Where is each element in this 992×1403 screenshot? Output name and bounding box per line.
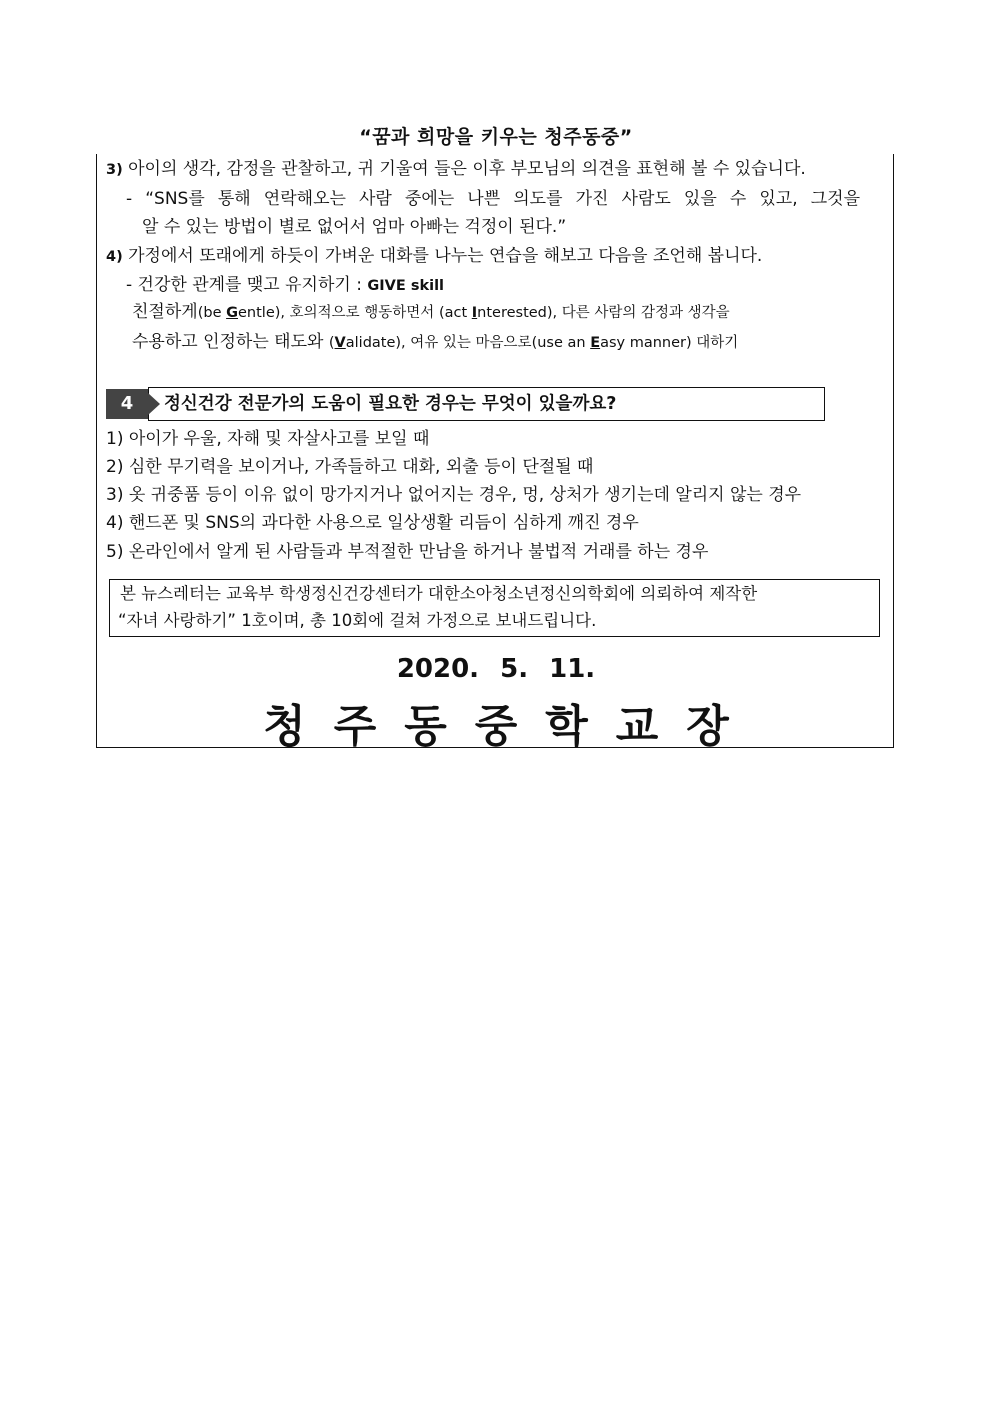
notice-line-1: 본 뉴스레터는 교육부 학생정신건강센터가 대한소아청소년정신의학회에 의뢰하여 제작한 xyxy=(120,584,758,603)
item-3-quote-line-2: 알 수 있는 방법이 별로 없어서 엄마 아빠는 걱정이 된다.” xyxy=(142,217,567,237)
help-list-item: 3) 옷 귀중품 등이 이유 없이 망가지거나 없어지는 경우, 멍, 상처가 생기는데 알리지 않는 경우 xyxy=(106,485,802,505)
give-line-2-a: 수용하고 인정하는 태도와 xyxy=(132,332,329,352)
give-line-1-d: (act xyxy=(438,305,472,321)
give-line-1-a: 친절하게 xyxy=(132,302,198,322)
section-4-header xyxy=(106,387,826,421)
principal-signature: 청주동중학교장 xyxy=(263,701,757,752)
help-list-item: 2) 심한 무기력을 보이거나, 가족들하고 대화, 외출 등이 단절될 때 xyxy=(106,457,594,477)
give-letter-g: G xyxy=(226,305,239,321)
give-line-1 xyxy=(132,301,730,324)
give-letter-i: I xyxy=(471,305,478,321)
item-3 xyxy=(106,158,882,181)
item-4-text: 가정에서 또래에게 하듯이 가벼운 대화를 나누는 연습을 해보고 다음을 조언해 봅니다. xyxy=(128,246,763,266)
section-4-number: 4 xyxy=(106,389,148,419)
item-4-number: 4) xyxy=(106,249,123,265)
newsletter-notice-box xyxy=(109,579,880,637)
give-line-2 xyxy=(132,331,738,354)
help-list-item: 1) 아이가 우울, 자해 및 자살사고를 보일 때 xyxy=(106,429,430,449)
item-3-text: 아이의 생각, 감정을 관찰하고, 귀 기울여 들은 이후 부모님의 의견을 표현해 볼 수 있습니다. xyxy=(128,159,806,179)
give-letter-e: E xyxy=(590,335,601,351)
item-3-quote-line-1: - “SNS를 통해 연락해오는 사람 중에는 나쁜 의도를 가진 사람도 있을 수 있고, 그것을 xyxy=(126,189,860,209)
item-4 xyxy=(106,245,882,268)
give-line-1-b: (be xyxy=(197,305,227,321)
give-letter-v: V xyxy=(334,335,346,351)
section-4-title: 정신건강 전문가의 도움이 필요한 경우는 무엇이 있을까요? xyxy=(164,394,617,414)
give-line-2-f: asy manner) 대하기 xyxy=(600,335,739,351)
section-arrow-icon xyxy=(148,393,160,415)
give-line-2-c: alidate), 여유 있는 마음으로 xyxy=(345,335,532,351)
give-line-1-c: entle), 호의적으로 행동하면서 xyxy=(238,305,439,321)
help-list-item: 5) 온라인에서 알게 된 사람들과 부적절한 만남을 하거나 불법적 거래를 하는 경우 xyxy=(106,542,709,562)
help-list-item: 4) 핸드폰 및 SNS의 과다한 사용으로 일상생활 리듬이 심하게 깨진 경우 xyxy=(106,513,639,533)
give-line-2-b: ( xyxy=(328,335,335,351)
item-3-number: 3) xyxy=(106,162,123,178)
issue-date: 2020. 5. 11. xyxy=(396,654,596,684)
notice-line-2: “자녀 사랑하기” 1호이며, 총 10회에 걸쳐 가정으로 보내드립니다. xyxy=(118,611,597,630)
give-skill-label: GIVE skill xyxy=(367,278,445,294)
newsletter-motto: “꿈과 희망을 키우는 청주동중” xyxy=(359,126,633,148)
item-4-sub xyxy=(126,274,444,297)
give-line-1-e: nterested), 다른 사람의 감정과 생각을 xyxy=(477,305,730,321)
give-line-2-d: (use an xyxy=(531,335,591,351)
item-4-sub-prefix: - 건강한 관계를 맺고 유지하기 : xyxy=(126,275,368,295)
